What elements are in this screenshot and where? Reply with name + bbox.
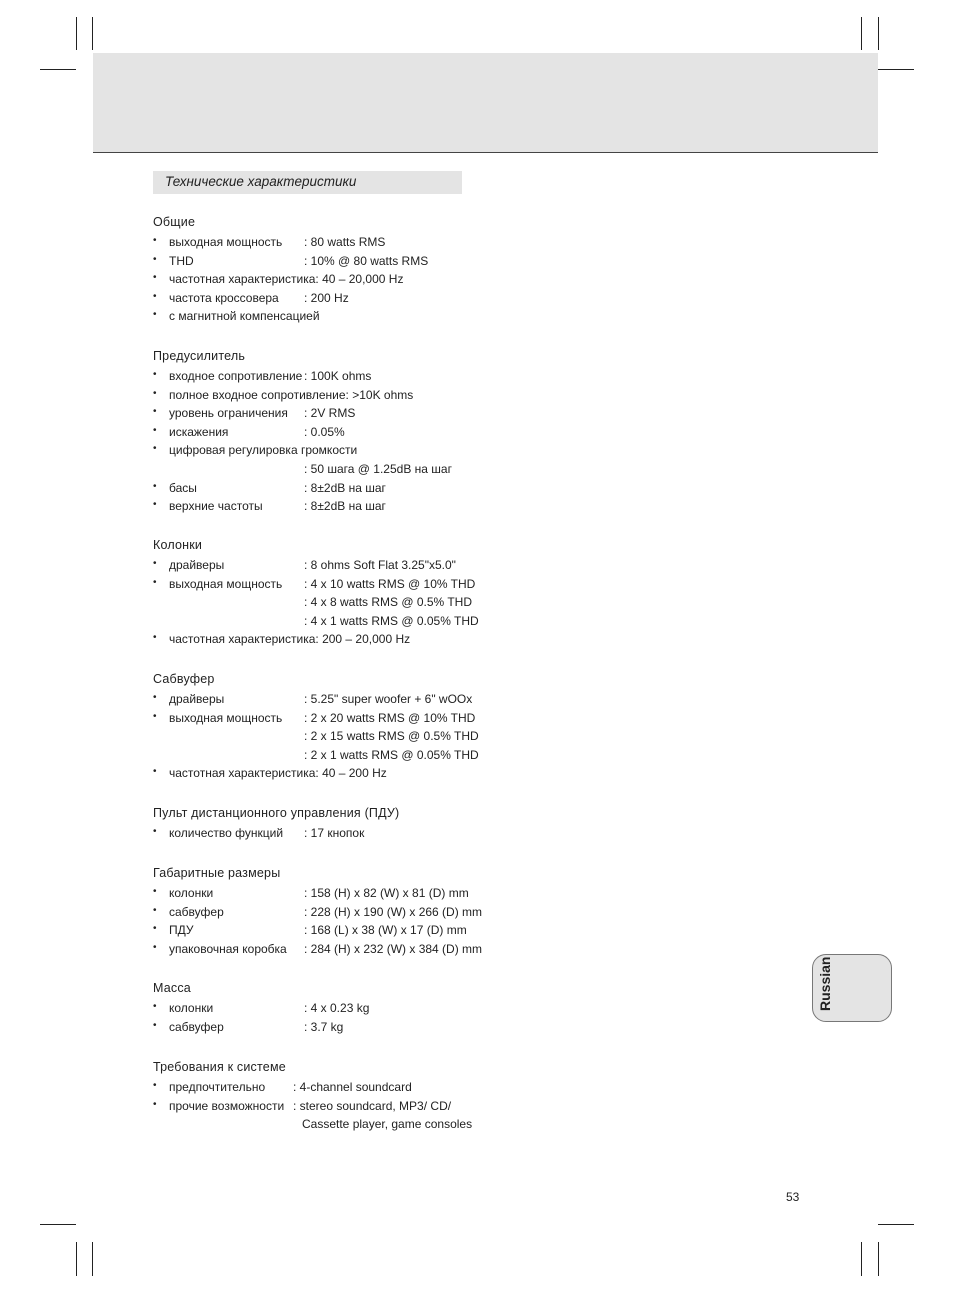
bullet-icon: • [153, 443, 157, 455]
bullet-icon: • [153, 387, 157, 399]
spec-label: колонки [169, 886, 214, 900]
spec-label: частотная характеристика: 200 – 20,000 Hz [169, 632, 411, 647]
spec-value: : 4 x 0.23 kg [304, 1001, 370, 1015]
bullet-icon: • [153, 1019, 157, 1031]
spec-value: : 4 x 1 watts RMS @ 0.05% THD [304, 613, 479, 628]
crop-mark [76, 17, 77, 50]
page-number: 53 [786, 1190, 800, 1204]
spec-group-title: Пульт дистанционного управления (ПДУ) [153, 806, 400, 820]
spec-label: верхние частоты [169, 499, 263, 514]
bullet-icon: • [153, 766, 157, 778]
spec-label: драйверы [169, 692, 225, 706]
bullet-icon: • [153, 923, 157, 935]
spec-value: : 2 x 1 watts RMS @ 0.05% THD [304, 747, 479, 762]
spec-value: : 2V RMS [304, 406, 356, 421]
bullet-icon: • [153, 576, 157, 588]
spec-label: предпочтительно [169, 1080, 266, 1094]
crop-mark [878, 17, 879, 50]
bullet-icon: • [153, 406, 157, 418]
spec-label: частотная характеристика: 40 – 200 Hz [169, 766, 387, 781]
spec-value: : 8±2dB на шаг [304, 480, 386, 495]
spec-group-title: Масса [153, 981, 191, 995]
spec-group-title: Колонки [153, 538, 203, 552]
section-title: Технические характеристики [165, 174, 357, 189]
crop-mark [92, 1242, 93, 1276]
spec-group-title: Сабвуфер [153, 672, 215, 686]
spec-value: : 80 watts RMS [304, 235, 386, 249]
bullet-icon: • [153, 886, 157, 897]
crop-mark [40, 69, 76, 70]
spec-label: драйверы [169, 558, 225, 572]
spec-label: цифровая регулировка громкости [169, 443, 358, 458]
spec-value: : stereo soundcard, MP3/ CD/ [293, 1098, 452, 1113]
spec-value: : 4-channel soundcard [293, 1080, 412, 1094]
spec-label: упаковочная коробка [169, 941, 287, 956]
bullet-icon: • [153, 692, 157, 703]
spec-label: уровень ограничения [169, 406, 288, 421]
bullet-icon: • [153, 710, 157, 722]
spec-label: ПДУ [169, 923, 194, 938]
spec-value: : 5.25" super woofer + 6" wOOx [304, 692, 473, 706]
bullet-icon: • [153, 480, 157, 492]
spec-value: : 228 (H) x 190 (W) x 266 (D) mm [304, 904, 483, 919]
spec-value: : 8 ohms Soft Flat 3.25"x5.0" [304, 558, 456, 572]
spec-label: сабвуфер [169, 1019, 224, 1034]
spec-value: : 3.7 kg [304, 1019, 344, 1034]
bullet-icon: • [153, 253, 157, 265]
spec-value: : 0.05% [304, 424, 345, 439]
spec-group-title: Общие [153, 215, 196, 229]
spec-label: колонки [169, 1001, 214, 1015]
bullet-icon: • [153, 1001, 157, 1012]
bullet-icon: • [153, 499, 157, 511]
spec-label: выходная мощность [169, 576, 283, 591]
spec-value: : 100K ohms [304, 369, 372, 383]
spec-value: : 4 x 10 watts RMS @ 10% THD [304, 576, 476, 591]
spec-label: полное входное сопротивление: >10K ohms [169, 387, 414, 402]
crop-mark [878, 69, 914, 70]
spec-value: : 200 Hz [304, 290, 349, 305]
crop-mark [92, 17, 93, 50]
spec-label: басы [169, 480, 197, 495]
bullet-icon: • [153, 826, 157, 837]
crop-mark [878, 1242, 879, 1276]
spec-value: : 8±2dB на шаг [304, 499, 386, 514]
spec-label: количество функций [169, 826, 284, 840]
bullet-icon: • [153, 632, 157, 644]
header-band [93, 53, 878, 153]
bullet-icon: • [153, 309, 157, 321]
spec-label: с магнитной компенсацией [169, 309, 320, 324]
bullet-icon: • [153, 1080, 157, 1091]
spec-value: : 10% @ 80 watts RMS [304, 253, 429, 268]
spec-label: выходная мощность [169, 235, 283, 249]
crop-mark [76, 1242, 77, 1276]
bullet-icon: • [153, 272, 157, 284]
spec-label: частота кроссовера [169, 290, 279, 305]
spec-value: : 158 (H) x 82 (W) x 81 (D) mm [304, 886, 469, 900]
bullet-icon: • [153, 1098, 157, 1110]
bullet-icon: • [153, 235, 157, 246]
bullet-icon: • [153, 941, 157, 953]
spec-value: : 50 шага @ 1.25dB на шаг [304, 462, 452, 476]
spec-label: выходная мощность [169, 710, 283, 725]
spec-label: прочие возможности [169, 1098, 285, 1113]
bullet-icon: • [153, 424, 157, 436]
spec-value: : 17 кнопок [304, 826, 365, 840]
bullet-icon: • [153, 558, 157, 569]
spec-label: входное сопротивление [169, 369, 303, 383]
crop-mark [40, 1224, 76, 1225]
spec-group-title: Требования к системе [153, 1060, 286, 1074]
spec-label: THD [169, 253, 194, 268]
spec-label: частотная характеристика: 40 – 20,000 Hz [169, 272, 404, 287]
crop-mark [878, 1224, 914, 1225]
bullet-icon: • [153, 290, 157, 302]
spec-label: искажения [169, 424, 229, 439]
language-tab [812, 954, 892, 1022]
bullet-icon: • [153, 369, 157, 380]
bullet-icon: • [153, 904, 157, 916]
section-title-bar [153, 171, 462, 194]
spec-value: : 284 (H) x 232 (W) x 384 (D) mm [304, 941, 483, 956]
crop-mark [861, 1242, 862, 1276]
crop-mark [861, 17, 862, 50]
spec-value: : 2 x 15 watts RMS @ 0.5% THD [304, 729, 479, 744]
spec-group-title: Габаритные размеры [153, 866, 281, 880]
spec-value: : 2 x 20 watts RMS @ 10% THD [304, 710, 476, 725]
spec-value: Cassette player, game consoles [302, 1117, 473, 1132]
language-tab-label: Russian [817, 956, 833, 1011]
spec-value: : 168 (L) x 38 (W) x 17 (D) mm [304, 923, 467, 938]
spec-label: сабвуфер [169, 904, 224, 919]
spec-group-title: Предусилитель [153, 349, 246, 363]
spec-value: : 4 x 8 watts RMS @ 0.5% THD [304, 595, 473, 610]
